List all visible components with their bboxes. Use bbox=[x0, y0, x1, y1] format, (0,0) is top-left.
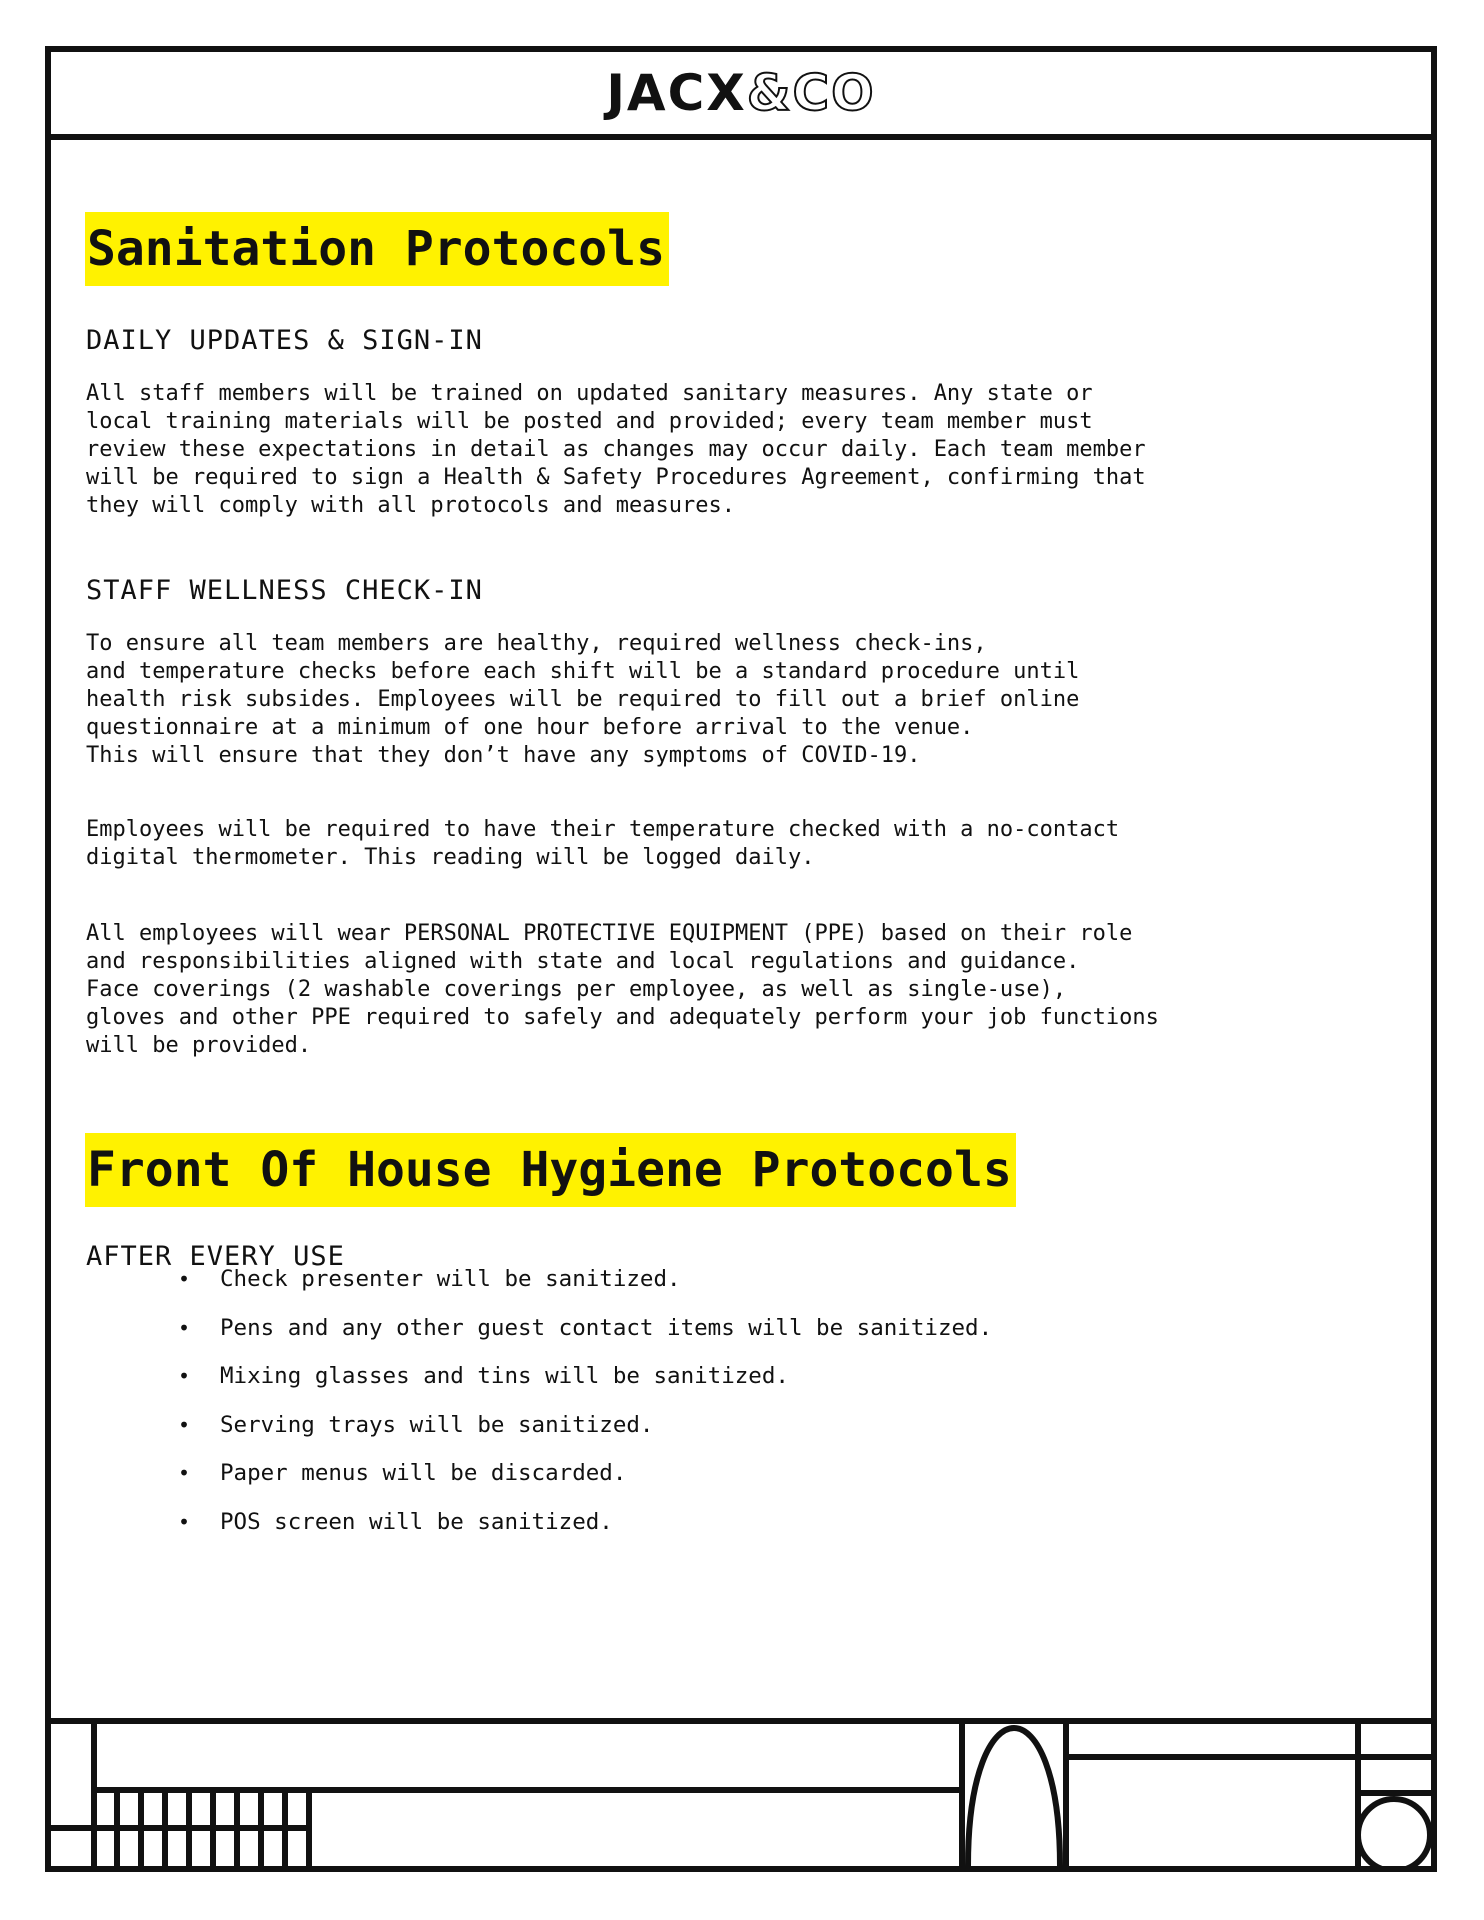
list-item: • POS screen will be sanitized. bbox=[86, 1498, 992, 1547]
daily-updates-heading: DAILY UPDATES & SIGN-IN bbox=[86, 325, 483, 356]
logo-outline-text: &CO bbox=[746, 64, 876, 122]
list-item: • Check presenter will be sanitized. bbox=[86, 1255, 992, 1304]
list-item: • Paper menus will be discarded. bbox=[86, 1449, 992, 1498]
wellness-heading: STAFF WELLNESS CHECK-IN bbox=[86, 575, 483, 606]
list-item: • Mixing glasses and tins will be sanitized. bbox=[86, 1352, 992, 1401]
logo-solid-text: JACX bbox=[606, 64, 747, 122]
list-item: • Serving trays will be sanitized. bbox=[86, 1401, 992, 1450]
sanitation-title: Sanitation Protocols bbox=[85, 212, 669, 286]
foh-title: Front Of House Hygiene Protocols bbox=[85, 1133, 1016, 1207]
after-every-use-heading: AFTER EVERY USE bbox=[86, 1241, 345, 1272]
after-use-list bbox=[86, 1255, 992, 1547]
wellness-body-2: Employees will be required to have their temperature checked with a no-contact digital thermometer. This reading will be logged daily. bbox=[86, 817, 1120, 870]
daily-updates-body: All staff members will be trained on updated sanitary measures. Any state or local training materials will be posted and provided; every team member must review these expectations in detail as changes may occur daily. Each team member will be required to sign a Health & Safety Procedures Agreement, confirming that they will comply with all protocols and measures. bbox=[86, 381, 1146, 518]
wellness-body-1: To ensure all team members are healthy, required wellness check-ins, and temperature checks before each shift will be a standard procedure until health risk subsides. Employees will be required to fill out a brief online questionnaire at a minimum of one hour before arrival to the venue. This will ensure that they don’t have any symptoms of COVID-19. bbox=[86, 631, 1080, 768]
wellness-body-3: All employees will wear PERSONAL PROTECTIVE EQUIPMENT (PPE) based on their role and responsibilities aligned with state and local regulations and guidance. Face coverings (2 washable coverings per employee, as well as single-use), gloves and other PPE required to safely and adequately perform your job functions will be provided. bbox=[86, 921, 1159, 1058]
list-item: • Pens and any other guest contact items will be sanitized. bbox=[86, 1304, 992, 1353]
